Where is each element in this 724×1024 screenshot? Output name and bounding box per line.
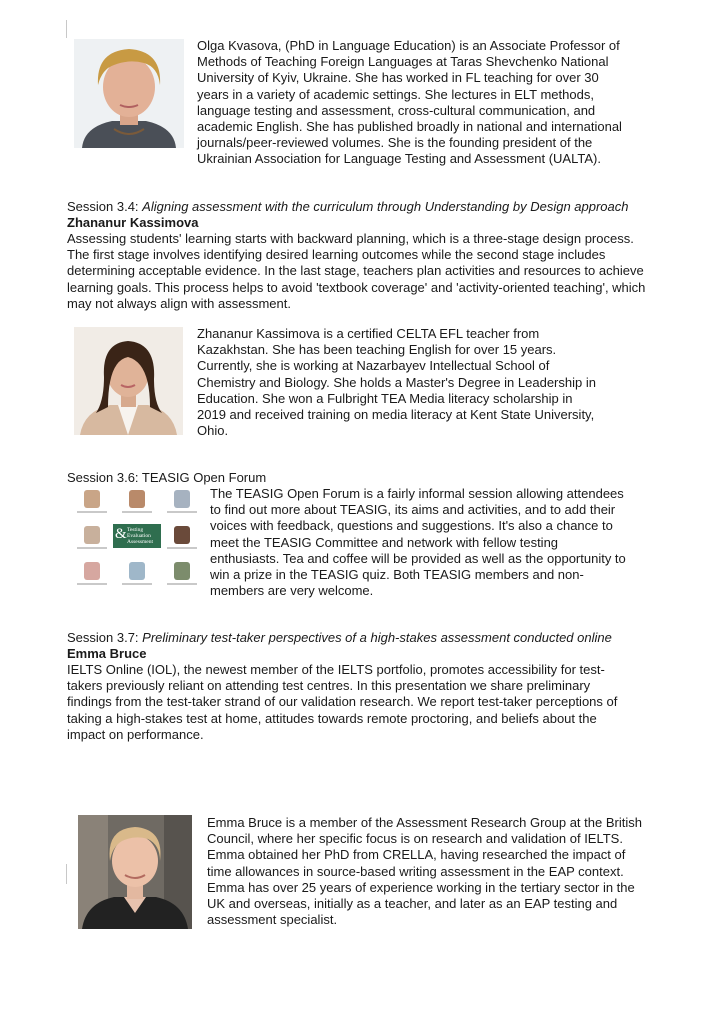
speaker-name-zhananur-kassimova: Zhananur Kassimova [67, 215, 199, 230]
committee-member-caption [77, 511, 107, 513]
speaker-photo-emma-bruce [78, 815, 192, 929]
speaker-photo-olga-kvasova [74, 39, 184, 148]
committee-member-photo [129, 490, 145, 508]
bio-olga-kvasova: Olga Kvasova, (PhD in Language Education) is an Associate Professor of Methods of Teaching Foreign Languages at Taras Shevchenko National University of Kyiv, Ukraine. She has worked in FL teaching for over 30 years in a variety of academic settings. She lectures in ELT methods, language testing and assessment, cross-cultural communication, and academic English. She has published broadly in national and international journals/peer-reviewed volumes. She is the founding president of the Ukrainian Association for Language Testing and Assessment (UALTA). [197, 38, 622, 167]
committee-member-caption [167, 583, 197, 585]
committee-member-photo [174, 490, 190, 508]
logo-line-evaluation: Evaluation [127, 533, 151, 539]
session-3-7-label: Session 3.7: [67, 630, 139, 645]
session-3-7-heading [67, 630, 667, 646]
committee-member-photo [174, 562, 190, 580]
session-3-4-label: Session 3.4: [67, 199, 139, 214]
testing-evaluation-assessment-logo [113, 524, 161, 548]
session-3-4-heading [67, 199, 667, 215]
logo-ampersand: & [115, 526, 127, 542]
bio-zhananur-kassimova: Zhananur Kassimova is a certified CELTA EFL teacher from Kazakhstan. She has been teaching English for over 15 years. Currently, she is working at Nazarbayev Intellectual School of Chemistry and Biology. She holds a Master's Degree in Leadership in Education. She won a Fulbright TEA Media literacy scholarship in 2019 and received training on media literacy at Kent State University, Ohio. [197, 326, 596, 439]
committee-member-caption [167, 511, 197, 513]
committee-member-caption [122, 583, 152, 585]
session-3-4-title: Aligning assessment with the curriculum through Understanding by Design approach [142, 199, 629, 214]
session-3-4-abstract: Assessing students' learning starts with backward planning, which is a three-stage design process. The first stage involves identifying desired learning outcomes while the second stage includes determining acceptable evidence. In the last stage, teachers plan activities and resources to achieve learning goals. This process helps to avoid 'textbook coverage' and 'activity-oriented teaching', which may not always align with assessment. [67, 231, 646, 311]
committee-member-caption [77, 547, 107, 549]
speaker-photo-zhananur-kassimova [74, 327, 183, 435]
session-3-7-title: Preliminary test-taker perspectives of a high-stakes assessment conducted online [142, 630, 612, 645]
committee-member-photo [84, 562, 100, 580]
committee-member-photo [84, 490, 100, 508]
committee-member-caption [122, 511, 152, 513]
committee-member-photo [129, 562, 145, 580]
committee-member-caption [77, 583, 107, 585]
logo-line-assessment: Assessment [127, 539, 153, 545]
bio-emma-bruce: Emma Bruce is a member of the Assessment Research Group at the British Council, where her specific focus is on research and validation of IELTS. Emma obtained her PhD from CRELLA, having researched the impact of time allowances in source-based writing assessment in the EAP context. Emma has over 25 years of experience working in the tertiary sector in the UK and overseas, initially as a teacher, and later as an EAP testing and assessment specialist. [207, 815, 642, 928]
session-3-6-abstract: The TEASIG Open Forum is a fairly informal session allowing attendees to find out more about TEASIG, its aims and activities, and to add their voices with feedback, questions and suggestions. It's also a chance to meet the TEASIG Committee and network with fellow testing enthusiasts. Tea and coffee will be provided as well as the opportunity to win a prize in the TEASIG quiz. Both TEASIG members and non-members are very welcome. [210, 486, 626, 599]
session-3-7-abstract: IELTS Online (IOL), the newest member of the IELTS portfolio, promotes accessibility for test-takers previously reliant on attending test centres. In this presentation we share preliminary findings from the test-taker strand of our validation research. We report test-taker perceptions of taking a high-stakes test at home, attitudes towards remote proctoring, and beliefs about the impact on performance. [67, 662, 618, 742]
page-edge-mark [66, 864, 67, 884]
committee-member-photo [174, 526, 190, 544]
logo-line-testing: Testing [127, 527, 144, 533]
teasig-committee-collage [77, 488, 199, 590]
session-3-6-title: Session 3.6: TEASIG Open Forum [67, 470, 267, 485]
committee-member-caption [167, 547, 197, 549]
speaker-name-emma-bruce: Emma Bruce [67, 646, 147, 661]
committee-member-photo [84, 526, 100, 544]
page-edge-mark [66, 20, 67, 38]
